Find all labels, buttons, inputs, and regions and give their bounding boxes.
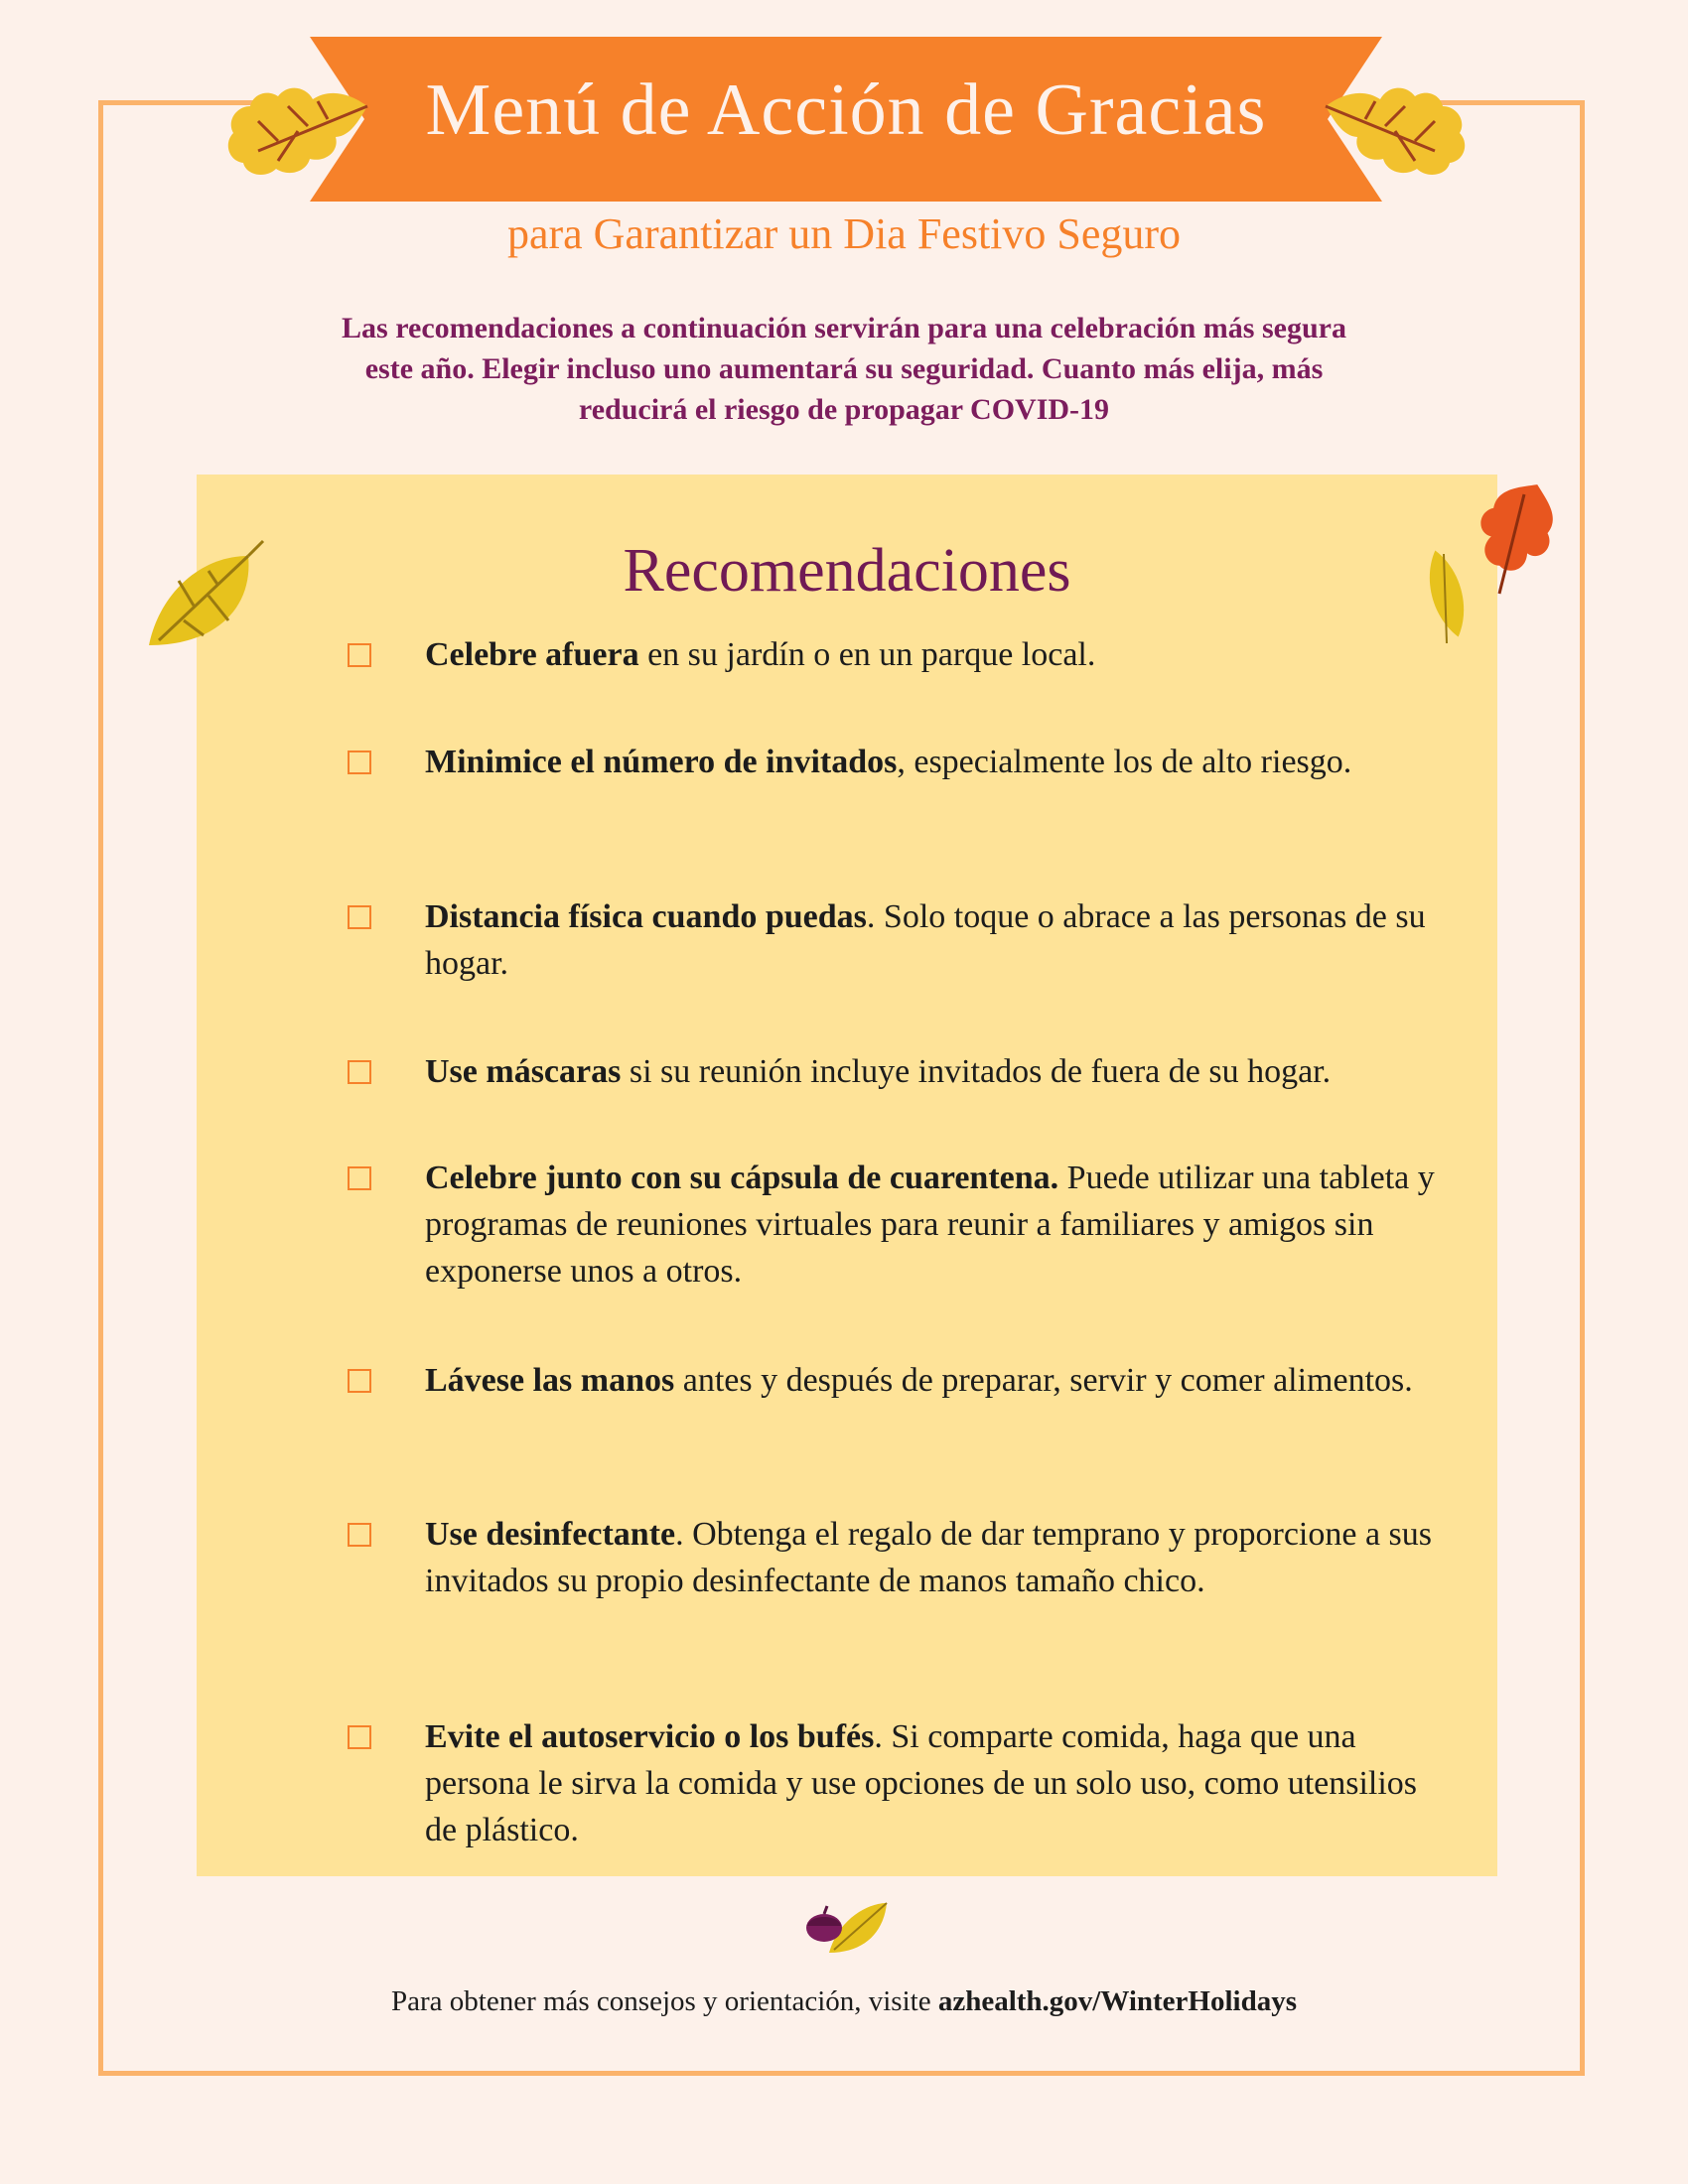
checkbox-icon[interactable] [348,1523,371,1547]
title-banner [310,37,1382,202]
footer-text: Para obtener más consejos y orientación, visite [390,1985,938,2017]
item-bold-text: Celebre afuera [425,636,639,673]
item-text: Puede utilizar una tableta y programas de reuniones virtuales para reunir a familiares y amigos sin exponerse unos a otros. [425,1160,1435,1290]
checkbox-icon[interactable] [348,1060,371,1084]
item-text: antes y después de preparar, servir y comer alimentos. [674,1362,1413,1399]
item-text: . Solo toque o abrace a las personas de su hogar. [425,898,1426,982]
footer-link[interactable]: azhealth.gov/WinterHolidays [937,1985,1298,2017]
checkbox-icon[interactable] [348,905,371,929]
item-text: . Si comparte comida, haga que una persona le sirva la comida y use opciones de un solo uso, como utensilios de plástico. [425,1718,1418,1848]
item-text: , especialmente los de alto riesgo. [897,744,1352,780]
checkbox-icon[interactable] [348,1725,371,1749]
item-bold-text: Use máscaras [425,1053,622,1090]
item-bold-text: Evite el autoservicio o los bufés [425,1718,875,1755]
orange-leaf-icon [1470,475,1559,604]
oak-leaf-left-icon [218,81,377,181]
item-text: . Obtenga el regalo de dar temprano y proporcione a sus invitados su propio desinfectante de manos tamaño chico. [425,1516,1433,1599]
footer [0,1985,1688,2018]
item-bold-text: Lávese las manos [425,1362,675,1399]
yellow-leaf-icon [139,536,268,655]
item-text: si su reunión incluye invitados de fuera de su hogar. [621,1053,1332,1090]
item-bold-text: Use desinfectante [425,1516,676,1553]
item-bold-text: Minimice el número de invitados [425,744,898,780]
checkbox-icon[interactable] [348,643,371,667]
checkbox-icon[interactable] [348,1369,371,1393]
intro-paragraph: Las recomendaciones a continuación servirán para una celebración más segura este año. Elegir incluso uno aumentará su seguridad. Cuanto más elija, más reducirá el riesgo de propagar COVID-19 [342,312,1346,426]
small-yellow-leaf-icon [1422,544,1472,648]
page-subtitle: para Garantizar un Dia Festivo Seguro [506,209,1182,258]
oak-leaf-right-icon [1316,81,1475,181]
item-text: en su jardín o en un parque local. [638,636,1096,673]
item-bold-text: Distancia física cuando puedas [425,898,867,935]
checkbox-icon[interactable] [348,1166,371,1190]
acorn-icon [799,1898,889,1960]
checkbox-icon[interactable] [348,751,371,774]
item-bold-text: Celebre junto con su cápsula de cuarentena. [425,1160,1059,1196]
page-title: Menú de Acción de Gracias [425,69,1267,151]
recommendations-panel [197,475,1497,1876]
recommendations-heading: Recomendaciones [623,537,1071,605]
